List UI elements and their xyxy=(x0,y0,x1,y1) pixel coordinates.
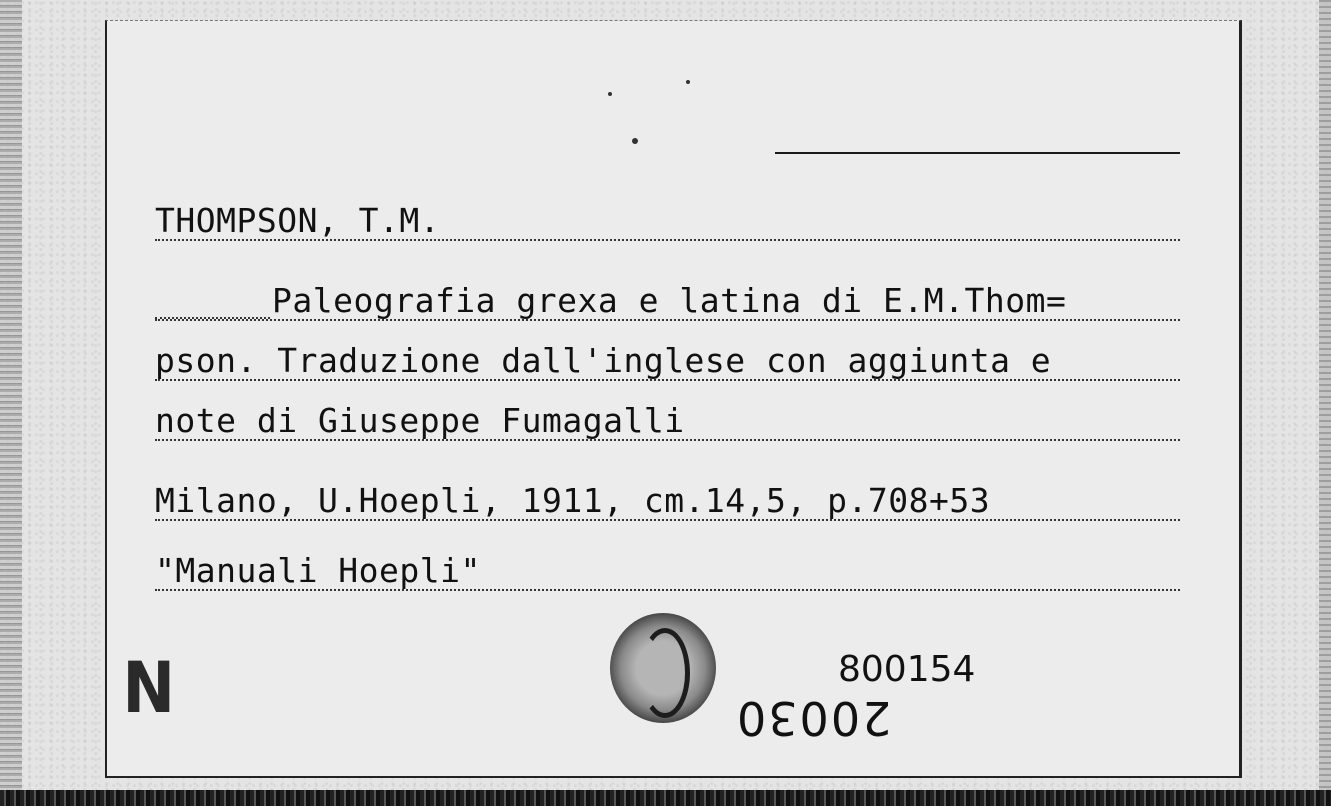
card-imprint-line xyxy=(155,483,1180,521)
shelf-number-stamp: 20030 xyxy=(735,691,892,745)
imprint-text: Milano, U.Hoepli, 1911, cm.14,5, p.708+53 xyxy=(155,481,991,520)
speck xyxy=(632,138,638,144)
card-title-line-1 xyxy=(155,283,1180,321)
title-text-2: pson. Traduzione dall'inglese con aggiunta e xyxy=(155,341,1052,380)
speck xyxy=(608,92,612,96)
author-heading: THOMPSON, T.M. xyxy=(155,201,441,240)
title-text-1: Paleografia grexa e latina di E.M.Thom= xyxy=(272,281,1067,320)
card-heading-author xyxy=(155,203,1180,241)
inventory-number: 800154 xyxy=(838,649,976,690)
card-title-line-3 xyxy=(155,403,1180,441)
scan-left-edge xyxy=(0,0,22,790)
top-rule xyxy=(775,152,1180,154)
speck xyxy=(686,80,690,84)
title-text-3: note di Giuseppe Fumagalli xyxy=(155,401,685,440)
card-title-line-2 xyxy=(155,343,1180,381)
card-series-line xyxy=(155,553,1180,591)
round-seal-stamp xyxy=(610,613,716,723)
stamp-letter-n: N xyxy=(122,647,176,729)
series-text: "Manuali Hoepli" xyxy=(155,551,481,590)
scan-bottom-band xyxy=(0,790,1331,806)
indent-leader xyxy=(155,295,270,319)
scan-right-edge xyxy=(1319,0,1331,790)
seal-inner-ring xyxy=(640,628,690,718)
